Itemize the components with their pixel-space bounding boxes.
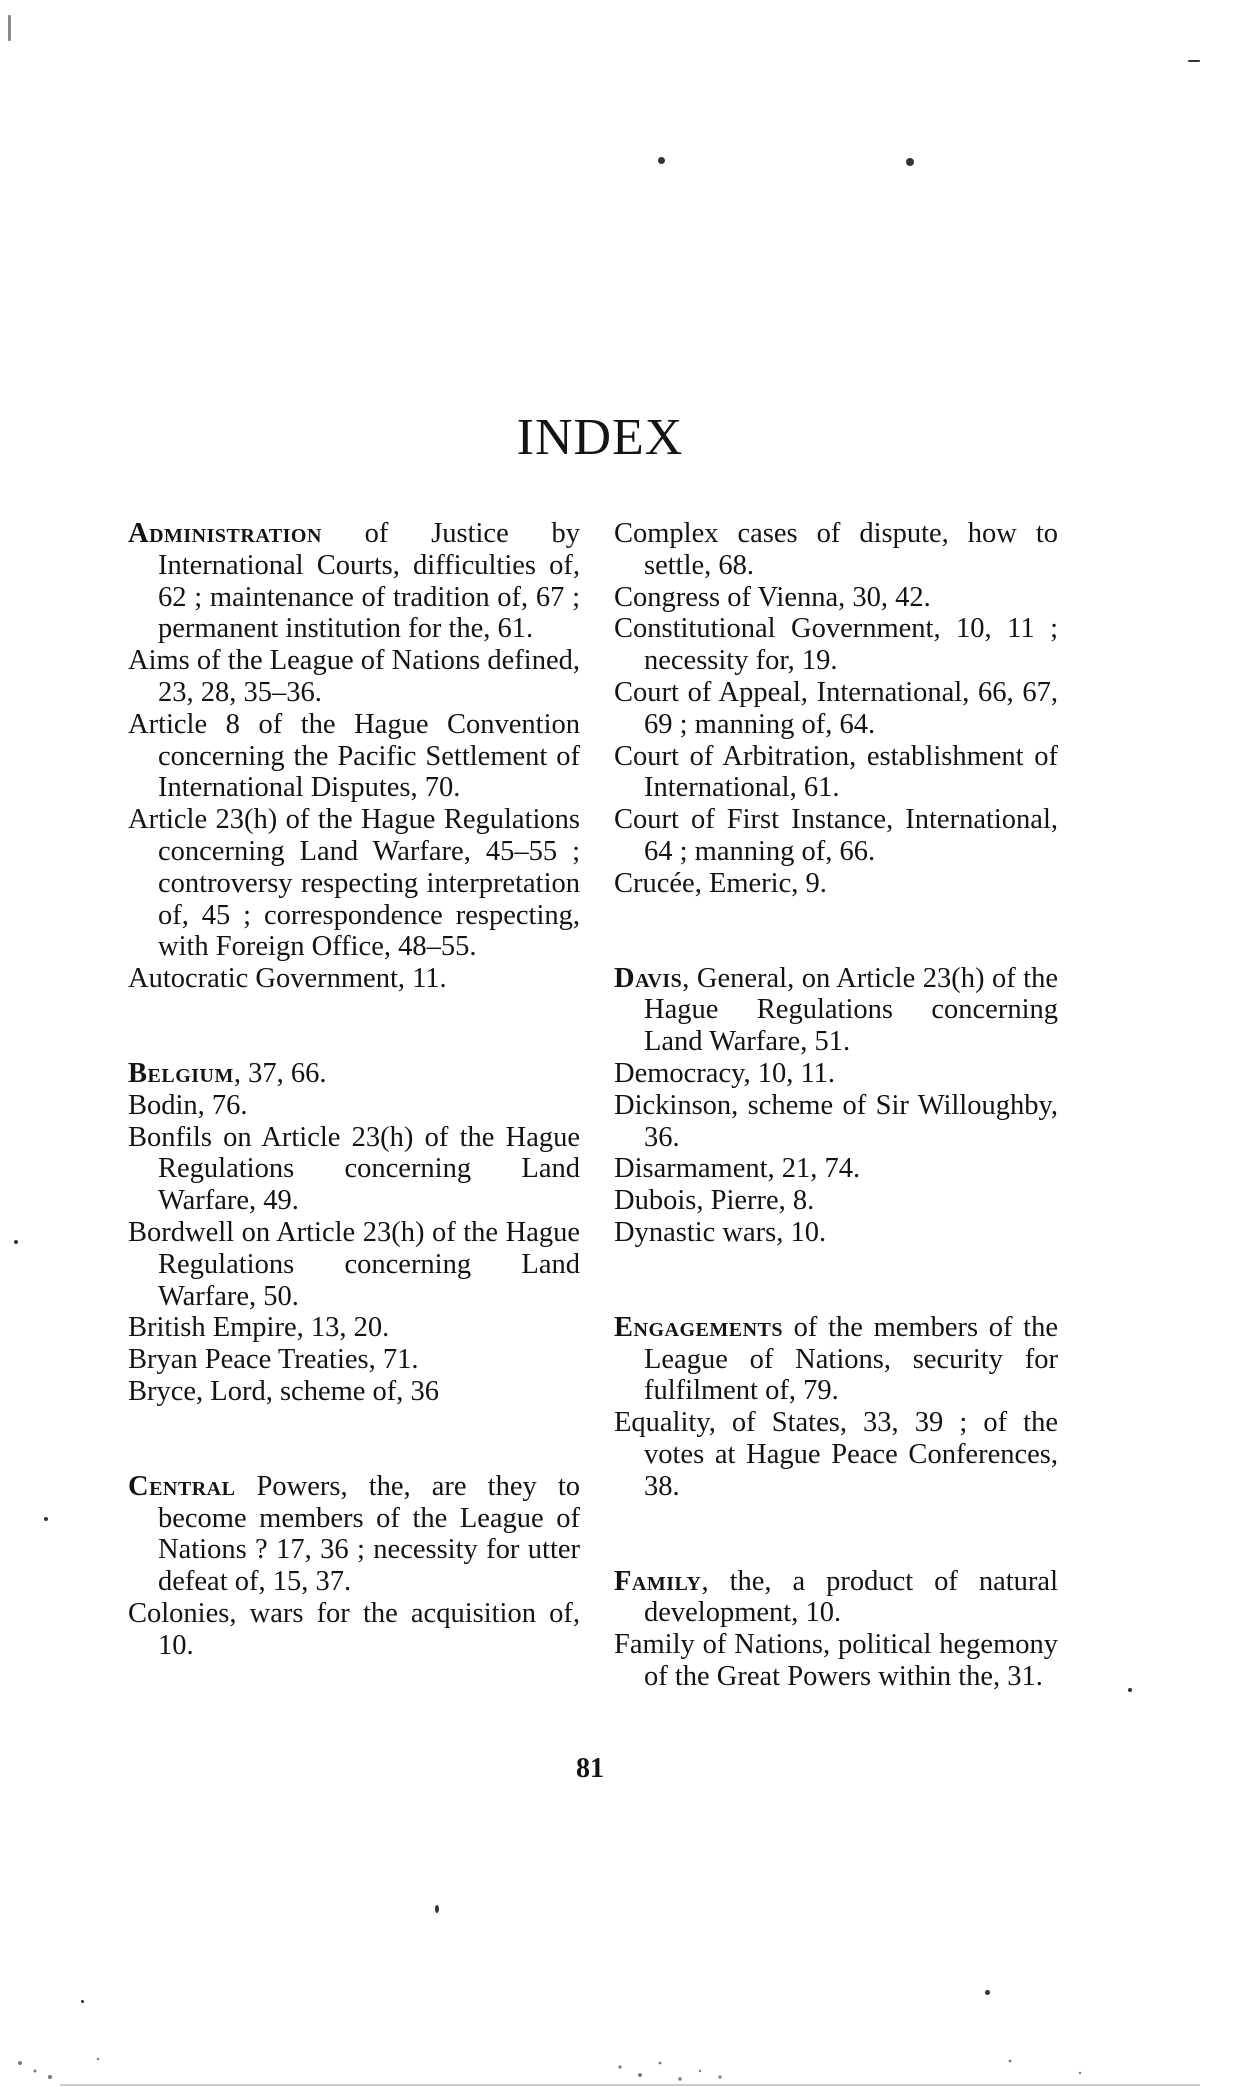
- letter-group-gap: [614, 1249, 1058, 1312]
- index-entry-text: Court of First Instance, International, 64 ; manning of, 66.: [614, 804, 1058, 867]
- index-entry: [128, 1217, 580, 1312]
- index-column-left: [128, 518, 580, 1662]
- index-entry: [128, 1344, 580, 1376]
- index-entry: [128, 1090, 580, 1122]
- index-entry-text: Family of Nations, political hegemony of the Great Powers within the, 31.: [614, 1629, 1058, 1692]
- scan-speck: [14, 1240, 18, 1244]
- index-entry: [614, 1090, 1058, 1154]
- index-entry: [128, 804, 580, 963]
- index-entry: [128, 709, 580, 804]
- index-entry: [128, 645, 580, 709]
- index-entry: [128, 518, 580, 645]
- scan-noise-dots: [18, 2058, 1081, 2081]
- index-entry: [128, 1471, 580, 1598]
- letter-group-gap: [614, 1503, 1058, 1566]
- index-entry: [614, 741, 1058, 805]
- index-entry-text: Court of Appeal, International, 66, 67, 69 ; manning of, 64.: [614, 676, 1058, 740]
- index-entry-text: Crucée, Emeric, 9.: [614, 867, 827, 899]
- index-entry-lead: Central: [128, 1470, 236, 1502]
- index-entry-text: Dickinson, scheme of Sir Willoughby, 36.: [614, 1089, 1058, 1153]
- scan-noise-strip: [0, 1967, 1250, 2087]
- page-number: 81: [576, 1753, 604, 1784]
- scan-speck: [1188, 60, 1200, 62]
- scan-speck: [1128, 1688, 1132, 1692]
- index-entry-text: Article 8 of the Hague Convention concerning the Pacific Settlement of International Disputes, 70.: [128, 708, 580, 804]
- index-entry-text: Disarmament, 21, 74.: [614, 1153, 861, 1185]
- index-entry-text: , the, a product of natural development, 10.: [644, 1565, 1058, 1629]
- index-entry-lead: Family: [614, 1565, 702, 1597]
- index-column-right: [614, 518, 1058, 1693]
- index-entry-text: Bordwell on Article 23(h) of the Hague Regulations concerning Land Warfare, 50.: [128, 1216, 580, 1312]
- index-entry-text: Congress of Vienna, 30, 42.: [614, 581, 931, 613]
- index-entry-text: Complex cases of dispute, how to settle, 68.: [614, 518, 1058, 581]
- index-entry-lead: Administration: [128, 518, 322, 549]
- index-entry-text: Colonies, wars for the acquisition of, 10.: [128, 1597, 580, 1661]
- index-entry-text: Article 23(h) of the Hague Regulations concerning Land Warfare, 45–55 ; controversy respecting interpretation of, 45 ; correspondence respecting, with Foreign Office, 48–55.: [128, 804, 580, 963]
- index-entry-text: Bodin, 76.: [128, 1089, 248, 1121]
- index-entry: [614, 804, 1058, 868]
- letter-group-gap: [128, 995, 580, 1058]
- scan-speck: [44, 1517, 48, 1521]
- index-entry-text: Equality, of States, 33, 39 ; of the votes at Hague Peace Conferences, 38.: [614, 1407, 1058, 1502]
- letter-group-gap: [128, 1408, 580, 1471]
- letter-group-gap: [614, 900, 1058, 963]
- index-entry-text: Bryan Peace Treaties, 71.: [128, 1344, 419, 1376]
- page-title: INDEX: [516, 409, 684, 466]
- index-entry: [614, 677, 1058, 741]
- scan-speck: [906, 158, 914, 166]
- index-entry: [128, 1598, 580, 1662]
- index-entry-text: Dynastic wars, 10.: [614, 1216, 827, 1248]
- index-entry-text: Autocratic Government, 11.: [128, 963, 447, 995]
- index-entry-text: of the members of the League of Nations, security for fulfilment of, 79.: [644, 1311, 1058, 1407]
- index-entry: [614, 518, 1058, 582]
- scan-speck: [658, 157, 665, 164]
- index-entry: [128, 1122, 580, 1217]
- index-entry-text: Constitutional Government, 10, 11 ; necessity for, 19.: [614, 613, 1058, 677]
- index-entry: [614, 1407, 1058, 1502]
- index-entry: [128, 1058, 580, 1090]
- index-entry-text: Bonfils on Article 23(h) of the Hague Regulations concerning Land Warfare, 49.: [128, 1121, 580, 1217]
- index-entry-text: , General, on Article 23(h) of the Hague Regulations concerning Land Warfare, 51.: [644, 962, 1058, 1058]
- index-entry-text: Powers, the, are they to become members of the League of Nations ? 17, 36 ; necessity for utter defeat of, 15, 37.: [158, 1470, 580, 1598]
- index-entry: [128, 1312, 580, 1344]
- index-entry: [128, 963, 580, 995]
- index-entry-lead: Engagements: [614, 1311, 783, 1343]
- index-entry-lead: Davis: [614, 962, 683, 994]
- index-entry: [614, 1566, 1058, 1630]
- index-entry: [614, 1312, 1058, 1407]
- index-entry-text: British Empire, 13, 20.: [128, 1312, 390, 1344]
- index-entry: [614, 582, 1058, 614]
- index-entry-text: Democracy, 10, 11.: [614, 1057, 836, 1089]
- scan-speck: [435, 1905, 439, 1913]
- index-entry-text: Court of Arbitration, establishment of International, 61.: [614, 740, 1058, 804]
- index-entry-text: Bryce, Lord, scheme of, 36: [128, 1375, 440, 1407]
- index-entry: [614, 613, 1058, 677]
- index-entry: [614, 963, 1058, 1058]
- scan-speck: [8, 15, 11, 41]
- index-entry-text: of Justice by International Courts, difficulties of, 62 ; maintenance of tradition of, 67 ; permanent institution for the, 61.: [158, 518, 580, 645]
- index-entry: [614, 1153, 1058, 1185]
- index-entry: [614, 1058, 1058, 1090]
- index-entry: [614, 868, 1058, 900]
- index-entry-text: Dubois, Pierre, 8.: [614, 1185, 815, 1217]
- index-entry: [128, 1376, 580, 1408]
- index-entry: [614, 1185, 1058, 1217]
- index-entry: [614, 1217, 1058, 1249]
- index-entry-lead: Belgium: [128, 1057, 234, 1089]
- index-entry: [614, 1629, 1058, 1693]
- index-entry-text: Aims of the League of Nations defined, 23, 28, 35–36.: [128, 645, 580, 708]
- index-entry-text: , 37, 66.: [233, 1057, 327, 1089]
